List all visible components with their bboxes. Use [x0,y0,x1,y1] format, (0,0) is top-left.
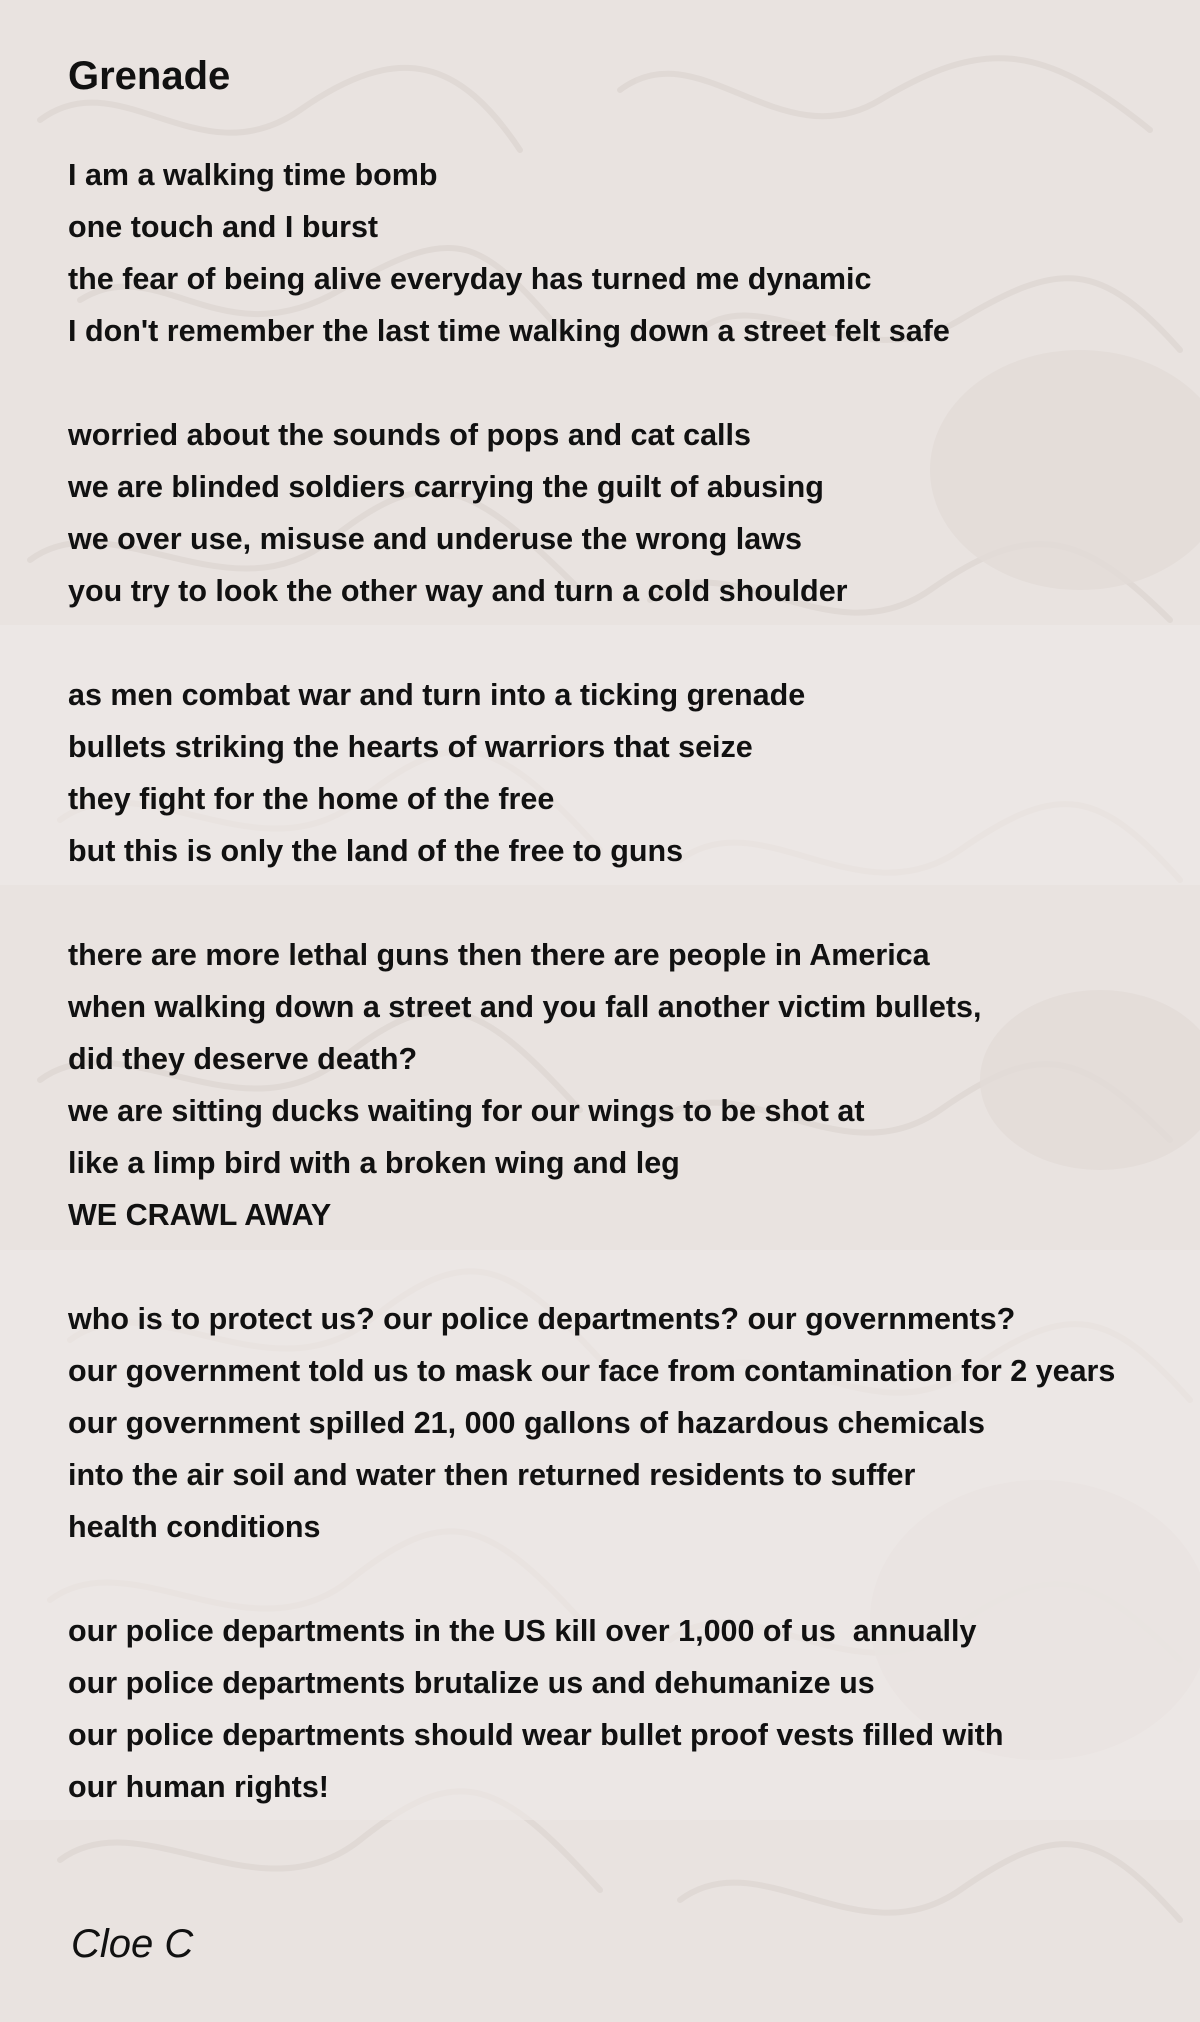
poem-line: our police departments in the US kill over 1,000 of us annually [68,1614,977,1648]
poem-line: as men combat war and turn into a ticking grenade [68,678,806,712]
poem-line: our police departments should wear bullet proof vests filled with [68,1718,1004,1752]
stanza-break [68,617,1115,669]
poem-line: our police departments brutalize us and dehumanize us [68,1666,875,1700]
poem-line: we are sitting ducks waiting for our wings to be shot at [68,1094,865,1128]
stanza-break [68,1241,1115,1293]
poem-line: like a limp bird with a broken wing and leg [68,1146,680,1180]
stanza-break [68,357,1115,409]
poem-line: I don't remember the last time walking down a street felt safe [68,314,950,348]
poem-line: there are more lethal guns then there are people in America [68,938,930,972]
stanza-6 [68,1605,1115,1813]
poem-line: the fear of being alive everyday has turned me dynamic [68,262,872,296]
poem-body [68,149,1115,1813]
poem-line: WE CRAWL AWAY [68,1198,332,1232]
poem-line: I am a walking time bomb [68,158,438,192]
stanza-3 [68,669,1115,877]
poem-line: they fight for the home of the free [68,782,555,816]
poem-line: bullets striking the hearts of warriors that seize [68,730,753,764]
poem-title: Grenade [68,54,231,98]
poem-line: did they deserve death? [68,1042,418,1076]
poem-line: you try to look the other way and turn a cold shoulder [68,574,848,608]
stanza-break [68,877,1115,929]
poem-line: when walking down a street and you fall another victim bullets, [68,990,982,1024]
poem-line: our government told us to mask our face from contamination for 2 years [68,1354,1116,1388]
poem-line: who is to protect us? our police departments? our governments? [68,1302,1016,1336]
poem-line: one touch and I burst [68,210,379,244]
poem-author: Cloe C [71,1922,194,1966]
stanza-1 [68,149,1115,357]
poem-line: health conditions [68,1510,321,1544]
poem-line: we over use, misuse and underuse the wrong laws [68,522,802,556]
poem-line: worried about the sounds of pops and cat calls [68,418,751,452]
stanza-2 [68,409,1115,617]
poem-line: our government spilled 21, 000 gallons of hazardous chemicals [68,1406,985,1440]
poem-line: our human rights! [68,1770,329,1804]
poem-line: but this is only the land of the free to guns [68,834,684,868]
stanza-5 [68,1293,1115,1553]
poem-line: we are blinded soldiers carrying the guilt of abusing [68,470,824,504]
stanza-break [68,1553,1115,1605]
stanza-4 [68,929,1115,1241]
poem-line: into the air soil and water then returned residents to suffer [68,1458,916,1492]
